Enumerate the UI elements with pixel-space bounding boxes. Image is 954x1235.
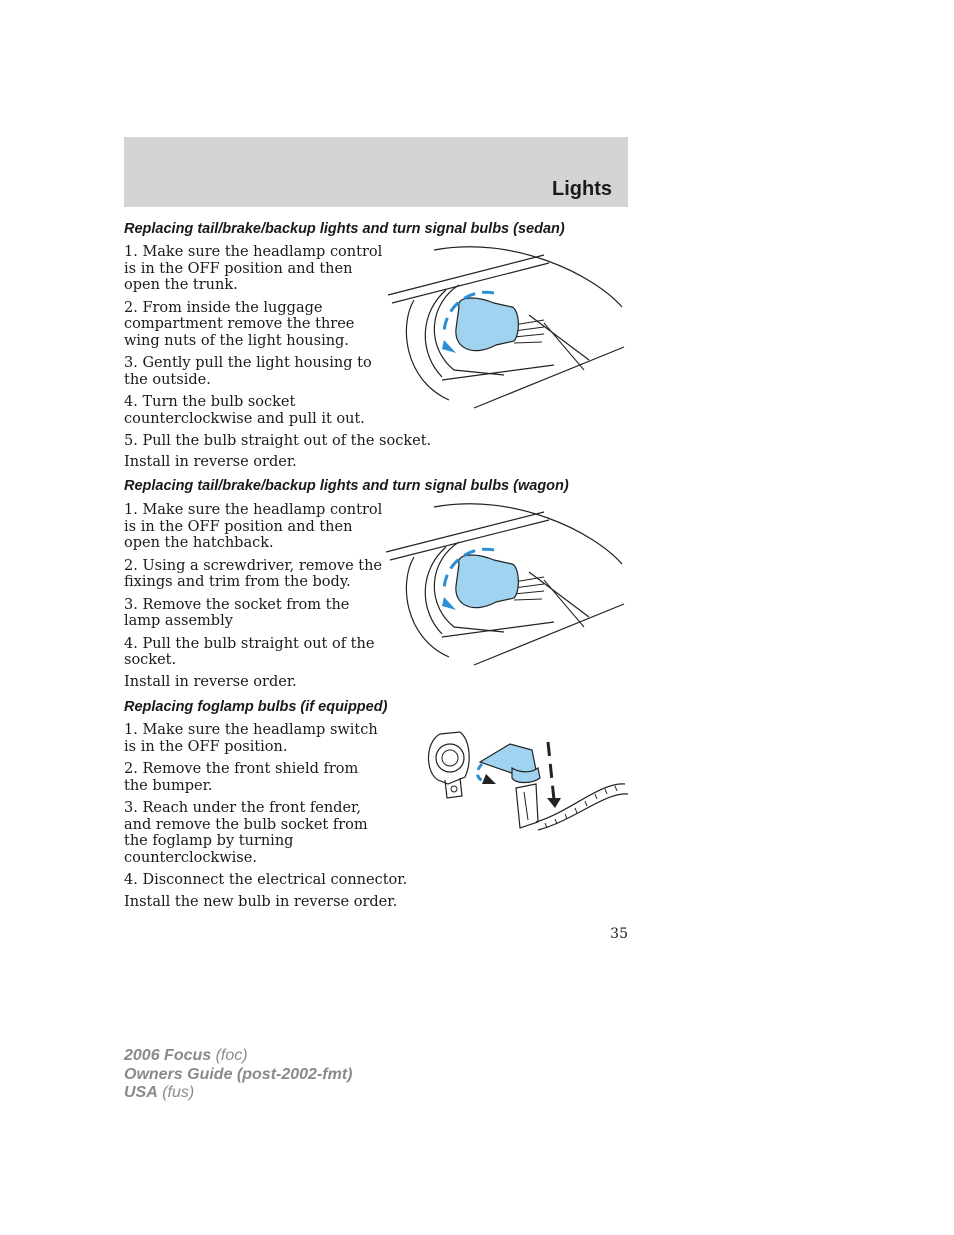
foglamp-install-note: Install the new bulb in reverse order. <box>124 894 398 910</box>
wagon-step-2: 2. Using a screwdriver, remove the fixings and trim from the body. <box>124 557 383 590</box>
sedan-section-heading: Replacing tail/brake/backup lights and turn signal bulbs (sedan) <box>124 221 565 237</box>
footer-line-market <box>124 1084 352 1103</box>
wagon-step-4: 4. Pull the bulb straight out of the socket. <box>124 635 375 668</box>
wagon-install-note: Install in reverse order. <box>124 674 297 690</box>
wagon-step-1: 1. Make sure the headlamp control is in the OFF position and then open the hatchback. <box>124 502 383 551</box>
wagon-bulb-socket-illustration <box>384 502 628 667</box>
section-header-band <box>124 137 628 207</box>
footer-model-code: (foc) <box>211 1047 248 1064</box>
sedan-install-note: Install in reverse order. <box>124 454 297 470</box>
foglamp-steps-list <box>124 722 408 895</box>
foglamp-step-1: 1. Make sure the headlamp switch is in the OFF position. <box>124 722 378 755</box>
footer-model-name: 2006 Focus <box>124 1047 212 1064</box>
wagon-step-3: 3. Remove the socket from the lamp assembly <box>124 596 350 629</box>
foglamp-step-2: 2. Remove the front shield from the bumper. <box>124 761 359 794</box>
sedan-step-3: 3. Gently pull the light housing to the outside. <box>124 355 372 388</box>
sedan-step-5: 5. Pull the bulb straight out of the socket. <box>124 433 432 449</box>
sedan-steps-list <box>124 244 432 456</box>
foglamp-bulb-illustration <box>420 722 630 846</box>
footer-line-guide <box>124 1066 352 1085</box>
foglamp-step-4: 4. Disconnect the electrical connector. <box>124 872 408 888</box>
footer-guide-name: Owners Guide (post-2002-fmt) <box>124 1065 353 1083</box>
sedan-step-4: 4. Turn the bulb socket counterclockwise and pull it out. <box>124 394 365 427</box>
sedan-step-1: 1. Make sure the headlamp control is in the OFF position and then open the trunk. <box>124 244 383 293</box>
footer-line-model <box>124 1047 352 1066</box>
wagon-section-heading: Replacing tail/brake/backup lights and turn signal bulbs (wagon) <box>124 478 569 494</box>
sedan-bulb-socket-illustration <box>384 245 628 410</box>
page-title: Lights <box>552 178 612 200</box>
sedan-step-2: 2. From inside the luggage compartment remove the three wing nuts of the light housing. <box>124 299 355 349</box>
page-number: 35 <box>610 926 628 942</box>
document-footer <box>124 1047 352 1103</box>
foglamp-step-3: 3. Reach under the front fender, and remove the bulb socket from the foglamp by turning counterclockwise. <box>124 800 368 866</box>
footer-market-name: USA <box>124 1084 158 1101</box>
footer-market-code: (fus) <box>157 1084 195 1101</box>
foglamp-section-heading: Replacing foglamp bulbs (if equipped) <box>124 699 388 715</box>
wagon-steps-list <box>124 502 384 675</box>
